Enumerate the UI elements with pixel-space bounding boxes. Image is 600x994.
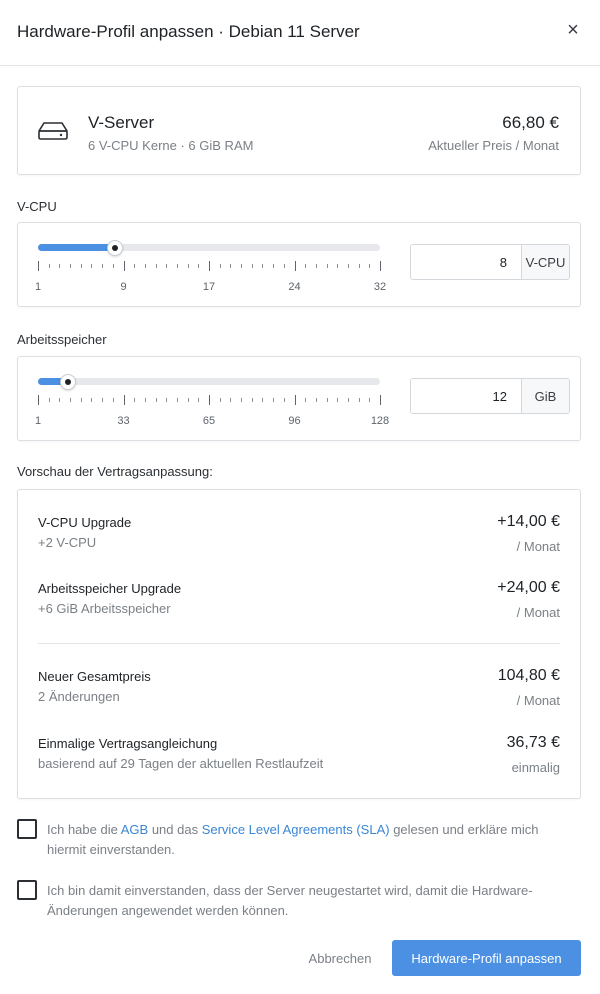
tick-minor <box>177 398 178 402</box>
cancel-button[interactable]: Abbrechen <box>308 950 372 966</box>
sla-link[interactable]: Service Level Agreements (SLA) <box>201 822 390 837</box>
tick-label: 33 <box>117 415 130 427</box>
tick-label: 9 <box>120 281 127 293</box>
tick-minor <box>327 264 328 268</box>
tick-minor <box>198 398 199 402</box>
tick-minor <box>81 398 82 402</box>
preview-row-title: V-CPU Upgrade <box>38 515 132 530</box>
tick-minor <box>91 398 92 402</box>
tick-minor <box>198 264 199 268</box>
tick-major <box>124 395 125 405</box>
tick-minor <box>262 398 263 402</box>
tick-minor <box>70 398 71 402</box>
tick-minor <box>70 264 71 268</box>
tick-minor <box>284 398 285 402</box>
preview-label: Vorschau der Vertragsanpassung: <box>17 464 213 479</box>
tick-minor <box>220 398 221 402</box>
tick-minor <box>113 264 114 268</box>
tick-minor <box>230 264 231 268</box>
preview-row-unit: / Monat <box>516 539 560 554</box>
tick-major <box>209 395 210 405</box>
terms-checkbox[interactable] <box>17 819 37 839</box>
memory-label: Arbeitsspeicher <box>17 332 107 347</box>
tick-minor <box>262 264 263 268</box>
terms-middle: und das <box>148 822 202 837</box>
submit-button[interactable]: Hardware-Profil anpassen <box>392 940 581 976</box>
close-icon[interactable]: × <box>567 19 579 41</box>
tick-minor <box>188 398 189 402</box>
vcpu-input-group <box>410 244 570 280</box>
server-summary-card <box>17 86 581 175</box>
memory-slider-card <box>17 356 581 441</box>
terms-suffix: gelesen und erkläre mich hiermit einverstanden. <box>47 822 539 857</box>
memory-slider[interactable] <box>38 378 380 385</box>
vcpu-label: V-CPU <box>17 199 57 214</box>
memory-input-group <box>410 378 570 414</box>
preview-row-unit: / Monat <box>516 693 560 708</box>
tick-minor <box>113 398 114 402</box>
preview-row-title: Neuer Gesamtpreis <box>38 669 151 684</box>
tick-minor <box>134 398 135 402</box>
tick-label: 65 <box>202 415 216 427</box>
preview-row-amount: +24,00 € <box>497 579 560 596</box>
tick-label: 1 <box>34 281 42 293</box>
preview-row-amount: +14,00 € <box>497 513 560 530</box>
tick-minor <box>145 398 146 402</box>
tick-minor <box>166 398 167 402</box>
tick-minor <box>305 264 306 268</box>
preview-row-sub: 2 Änderungen <box>38 689 120 704</box>
tick-minor <box>348 264 349 268</box>
tick-major <box>38 395 39 405</box>
tick-minor <box>145 264 146 268</box>
tick-minor <box>166 264 167 268</box>
tick-minor <box>284 264 285 268</box>
current-price-label: Aktueller Preis / Monat <box>428 138 559 153</box>
tick-minor <box>369 264 370 268</box>
tick-minor <box>59 398 60 402</box>
tick-minor <box>230 398 231 402</box>
tick-minor <box>348 398 349 402</box>
tick-major <box>295 395 296 405</box>
terms-text <box>47 820 581 860</box>
tick-minor <box>241 398 242 402</box>
preview-row-title: Einmalige Vertragsangleichung <box>38 736 218 751</box>
tick-minor <box>156 264 157 268</box>
vcpu-slider-card <box>17 222 581 307</box>
preview-card <box>17 489 581 799</box>
preview-row-amount: 36,73 € <box>506 734 560 751</box>
vcpu-slider-thumb[interactable] <box>107 240 123 256</box>
tick-major <box>209 261 210 271</box>
tick-major <box>38 261 39 271</box>
agb-link[interactable]: AGB <box>120 822 149 837</box>
server-icon <box>38 121 68 141</box>
tick-minor <box>273 398 274 402</box>
tick-minor <box>177 264 178 268</box>
tick-minor <box>81 264 82 268</box>
preview-row-title: Arbeitsspeicher Upgrade <box>38 581 182 596</box>
tick-minor <box>220 264 221 268</box>
tick-minor <box>49 264 50 268</box>
vcpu-ticks <box>38 261 380 271</box>
tick-major <box>295 261 296 271</box>
tick-label: 17 <box>202 281 216 293</box>
tick-minor <box>327 398 328 402</box>
server-spec: 6 V-CPU Kerne · 6 GiB RAM <box>88 138 254 153</box>
memory-input[interactable] <box>411 379 521 413</box>
memory-ticks <box>38 395 380 405</box>
dialog-title: Hardware-Profil anpassen · Debian 11 Server <box>17 22 360 41</box>
current-price: 66,80 € <box>502 113 559 132</box>
tick-label: 24 <box>288 281 301 293</box>
tick-minor <box>59 264 60 268</box>
tick-minor <box>273 264 274 268</box>
dialog-header <box>0 0 600 66</box>
tick-major <box>380 395 381 405</box>
tick-minor <box>252 398 253 402</box>
tick-minor <box>337 264 338 268</box>
memory-slider-thumb[interactable] <box>60 374 76 390</box>
tick-minor <box>316 264 317 268</box>
preview-row-unit: einmalig <box>511 760 560 775</box>
tick-minor <box>337 398 338 402</box>
tick-label: 32 <box>373 281 387 293</box>
tick-label: 128 <box>370 415 390 427</box>
tick-major <box>380 261 381 271</box>
tick-minor <box>369 398 370 402</box>
tick-minor <box>252 264 253 268</box>
vcpu-input[interactable] <box>411 245 521 279</box>
tick-minor <box>316 398 317 402</box>
preview-row-unit: / Monat <box>516 605 560 620</box>
tick-minor <box>156 398 157 402</box>
vcpu-slider-fill <box>38 244 115 251</box>
tick-minor <box>359 264 360 268</box>
tick-minor <box>359 398 360 402</box>
tick-minor <box>241 264 242 268</box>
terms-prefix: Ich habe die <box>47 822 121 837</box>
tick-minor <box>134 264 135 268</box>
preview-row-sub: +2 V-CPU <box>38 535 97 550</box>
preview-divider <box>38 643 560 644</box>
tick-minor <box>49 398 50 402</box>
tick-major <box>124 261 125 271</box>
vcpu-unit: V-CPU <box>521 245 569 279</box>
tick-minor <box>102 264 103 268</box>
server-name: V-Server <box>88 113 155 132</box>
tick-label: 96 <box>288 415 301 427</box>
preview-row-sub: +6 GiB Arbeitsspeicher <box>38 601 171 616</box>
tick-minor <box>188 264 189 268</box>
restart-text: Ich bin damit einverstanden, dass der Server neugestartet wird, damit die Hardware-Änderungen angewendet werden können. <box>47 883 533 918</box>
tick-minor <box>102 398 103 402</box>
memory-unit: GiB <box>521 379 569 413</box>
tick-label: 1 <box>34 415 42 427</box>
preview-row-sub: basierend auf 29 Tagen der aktuellen Restlaufzeit <box>38 756 324 771</box>
vcpu-slider[interactable] <box>38 244 380 251</box>
tick-minor <box>305 398 306 402</box>
restart-checkbox[interactable] <box>17 880 37 900</box>
tick-minor <box>91 264 92 268</box>
preview-row-amount: 104,80 € <box>497 667 560 684</box>
